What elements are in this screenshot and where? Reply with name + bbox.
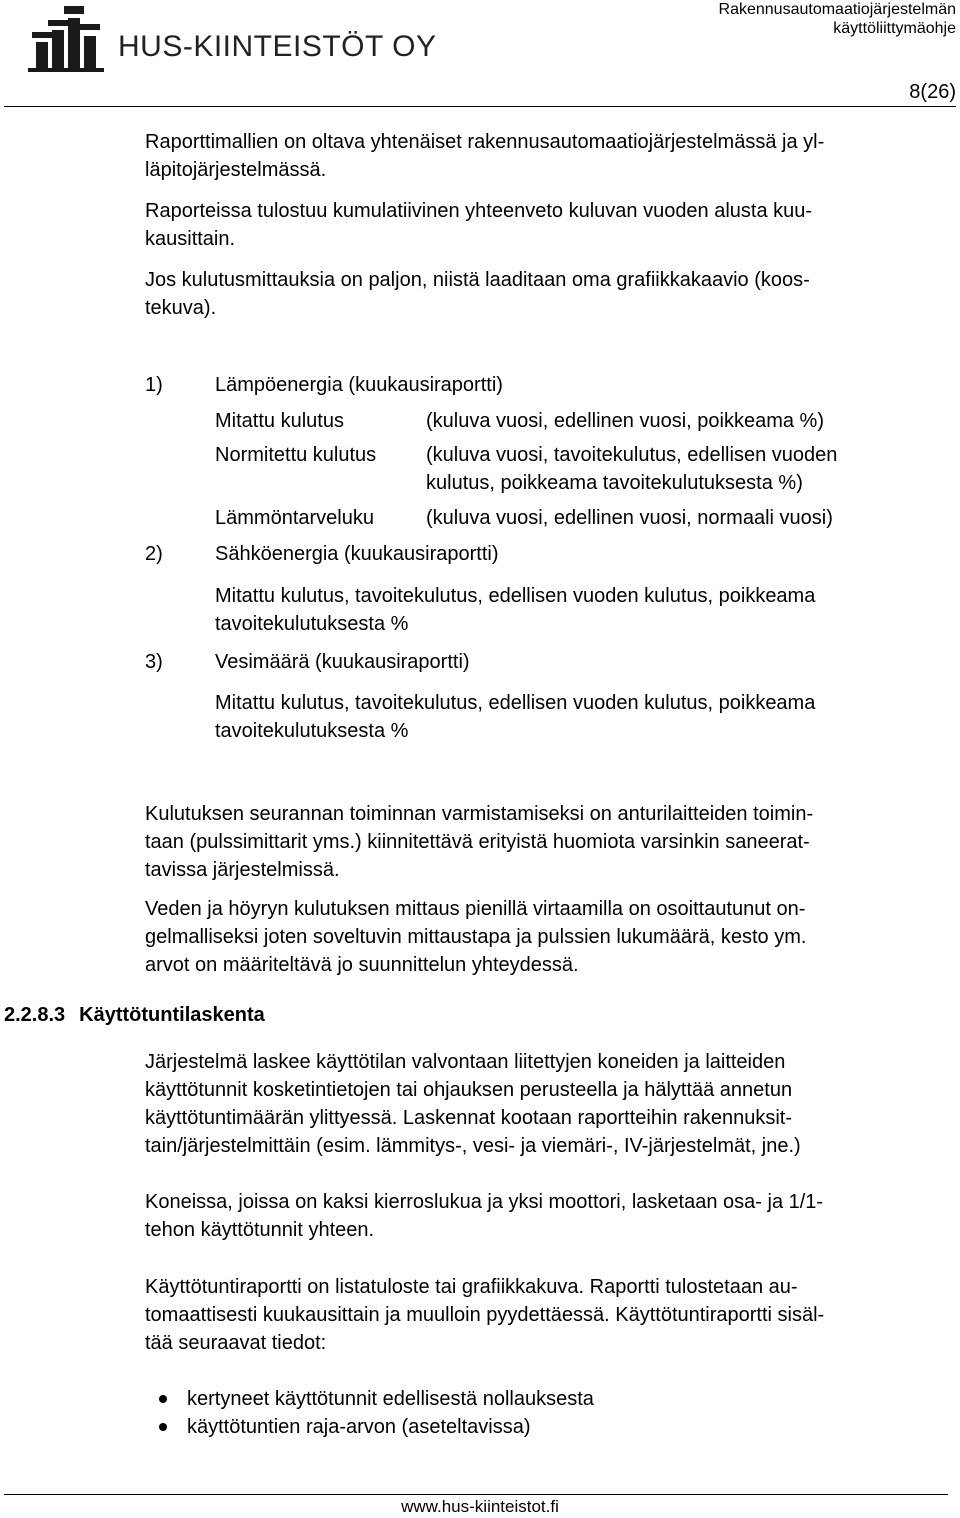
text-line: tavissa järjestelmissä.	[145, 859, 340, 881]
text-line: tehon käyttötunnit yhteen.	[145, 1219, 375, 1241]
document-title	[719, 0, 956, 38]
list-item-text: käyttötuntien raja-arvon (aseteltavissa)	[187, 1416, 531, 1438]
text-line: tain/järjestelmittäin (esim. lämmitys-, vesi- ja viemäri-, IV-järjestelmät, jne.)	[145, 1135, 801, 1157]
intro-paragraph-2	[145, 197, 812, 253]
monitoring-paragraph-2	[145, 895, 806, 979]
report-1-row-2-label: Normitettu kulutus	[215, 444, 377, 466]
report-1-row-3-label: Lämmöntarveluku	[215, 507, 374, 529]
report-3-number: 3)	[145, 651, 163, 673]
report-3-text-line-1: Mitattu kulutus, tavoitekulutus, edellisen vuoden kulutus, poikkeama	[215, 692, 816, 714]
report-2-number: 2)	[145, 543, 163, 565]
text-line: käyttötunnit kosketintietojen tai ohjauksen perusteella ja hälyttää annetun	[145, 1079, 793, 1101]
report-1-row-1-value: (kuluva vuosi, edellinen vuosi, poikkeama %)	[426, 410, 824, 432]
section-title: Käyttötuntilaskenta	[79, 1004, 265, 1026]
report-2-text-line-1: Mitattu kulutus, tavoitekulutus, edellisen vuoden kulutus, poikkeama	[215, 585, 816, 607]
footer-url: www.hus-kiinteistot.fi	[401, 1497, 559, 1516]
text-line: Raporteissa tulostuu kumulatiivinen yhteenveto kuluvan vuoden alusta kuu-	[145, 200, 813, 222]
text-line: gelmalliseksi joten soveltuvin mittaustapa ja pulssien lukumäärä, kesto ym.	[145, 926, 807, 948]
monitoring-paragraph-1	[145, 800, 813, 884]
document-title-line-2: käyttöliittymäohje	[833, 20, 956, 37]
intro-paragraph-1	[145, 128, 824, 184]
text-line: käyttötuntimäärän ylittyessä. Laskennat kootaan raportteihin rakennuksit-	[145, 1107, 793, 1129]
report-3-title: Vesimäärä (kuukausiraportti)	[215, 651, 470, 673]
section-paragraph-3	[145, 1273, 824, 1357]
text-line: arvot on määriteltävä jo suunnittelun yhteydessä.	[145, 954, 579, 976]
report-1-row-1-label: Mitattu kulutus	[215, 410, 344, 432]
section-number: 2.2.8.3	[4, 1004, 66, 1026]
text-line: tää seuraavat tiedot:	[145, 1332, 327, 1354]
text-line: Järjestelmä laskee käyttötilan valvontaan liitettyjen koneiden ja laitteiden	[145, 1051, 786, 1073]
report-1-row-3-value: (kuluva vuosi, edellinen vuosi, normaali vuosi)	[426, 507, 833, 529]
bullet-list	[145, 1385, 925, 1445]
report-list	[0, 360, 960, 760]
text-line: Kulutuksen seurannan toiminnan varmistamiseksi on anturilaitteiden toimin-	[145, 803, 814, 825]
text-line: Jos kulutusmittauksia on paljon, niistä laaditaan oma grafiikkakaavio (koos-	[145, 269, 810, 291]
text-line: Koneissa, joissa on kaksi kierroslukua ja yksi moottori, lasketaan osa- ja 1/1-	[145, 1191, 824, 1213]
report-1-row-2-value-line-1: (kuluva vuosi, tavoitekulutus, edellisen vuoden	[426, 444, 838, 466]
text-line: läpitojärjestelmässä.	[145, 159, 327, 181]
section-paragraph-1	[145, 1048, 801, 1160]
header-divider	[4, 106, 956, 107]
bullet-icon	[159, 1395, 167, 1403]
text-line: taan (pulssimittarit yms.) kiinnitettävä erityistä huomiota varsinkin saneerat-	[145, 831, 810, 853]
text-line: kausittain.	[145, 228, 236, 250]
list-item-text: kertyneet käyttötunnit edellisestä nollauksesta	[187, 1388, 594, 1410]
text-line: tekuva).	[145, 297, 217, 319]
section-paragraph-2	[145, 1188, 823, 1244]
page-number: 8(26)	[909, 81, 956, 103]
company-logo-icon	[28, 2, 108, 74]
text-line: tomaattisesti kuukausittain ja muulloin pyydettäessä. Käyttötuntiraportti sisäl-	[145, 1304, 825, 1326]
report-1-number: 1)	[145, 374, 163, 396]
footer-divider	[4, 1494, 948, 1495]
company-name: HUS-KIINTEISTÖT OY	[118, 30, 437, 63]
text-line: Käyttötuntiraportti on listatuloste tai grafiikkakuva. Raportti tulostetaan au-	[145, 1276, 798, 1298]
report-1-row-2-value-line-2: kulutus, poikkeama tavoitekulutuksesta %)	[426, 472, 803, 494]
document-title-line-1: Rakennusautomaatiojärjestelmän	[718, 1, 956, 18]
section-heading	[4, 1001, 265, 1029]
report-2-title: Sähköenergia (kuukausiraportti)	[215, 543, 499, 565]
report-3-text-line-2: tavoitekulutuksesta %	[215, 720, 409, 742]
bullet-icon	[159, 1423, 167, 1431]
report-1-title: Lämpöenergia (kuukausiraportti)	[215, 374, 503, 396]
page-header	[0, 0, 960, 110]
intro-paragraph-3	[145, 266, 810, 322]
text-line: Veden ja höyryn kulutuksen mittaus pienillä virtaamilla on osoittautunut on-	[145, 898, 806, 920]
text-line: Raporttimallien on oltava yhtenäiset rakennusautomaatiojärjestelmässä ja yl-	[145, 131, 825, 153]
report-2-text-line-2: tavoitekulutuksesta %	[215, 613, 409, 635]
